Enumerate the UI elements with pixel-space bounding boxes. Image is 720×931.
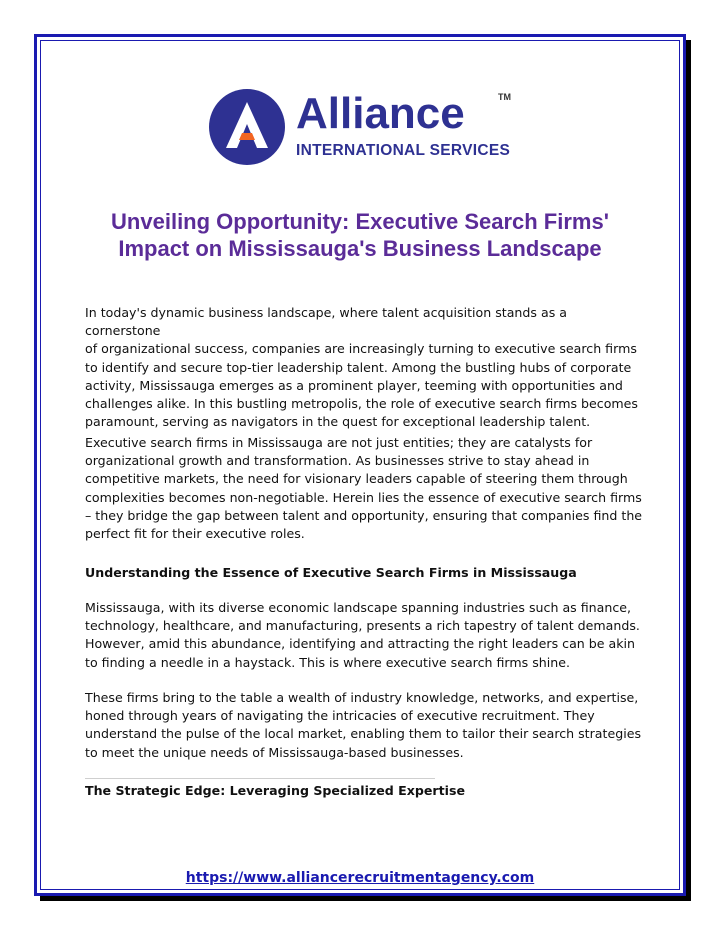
paragraph-intro [85,304,645,431]
section-heading-strategic-edge: The Strategic Edge: Leveraging Specialized Expertise [85,783,466,798]
text-line: paramount, serving as navigators in the quest for exceptional leadership talent. [85,414,591,430]
text-line: understand the pulse of the local market, enabling them to tailor their search strategies [85,726,642,742]
text-line: perfect fit for their executive roles. [85,526,305,542]
page-border-shadow-bottom [40,896,691,901]
page-border-shadow-right [686,40,691,900]
text-line: honed through years of navigating the intricacies of executive recruitment. They [85,708,595,724]
logo-mark-icon [206,86,290,168]
paragraph-landscape [85,599,640,672]
section-divider [85,778,435,779]
text-line: organizational growth and transformation. As businesses strive to stay ahead in [85,453,590,469]
text-line: Mississauga, with its diverse economic landscape spanning industries such as finance, [85,600,632,615]
title-line-2: Impact on Mississauga's Business Landscape [118,236,602,261]
paragraph-catalysts [85,434,642,543]
company-logo [206,86,514,168]
text-line: to meet the unique needs of Mississauga-based businesses. [85,744,464,760]
text-line: complexities becomes non-negotiable. Herein lies the essence of executive search firms [85,489,642,505]
logo-trademark: TM [498,92,511,102]
text-line: – they bridge the gap between talent and opportunity, ensuring that companies find the [85,507,643,523]
paragraph-expertise [85,689,641,762]
text-line: to identify and secure top-tier leadership talent. Among the bustling hubs of corporate [85,359,632,375]
text-line: These firms bring to the table a wealth of industry knowledge, networks, and expertise, [85,690,639,705]
text-line: In today's dynamic business landscape, where talent acquisition stands as a cornerstone [85,305,567,339]
text-line: However, amid this abundance, identifying and attracting the right leaders can be akin [85,636,636,652]
text-line: to finding a needle in a haystack. This is where executive search firms shine. [85,654,570,670]
page-title [70,208,650,262]
title-line-1: Unveiling Opportunity: Executive Search Firms' [111,209,609,234]
logo-brand-word: Alliance [296,89,465,138]
section-heading-essence: Understanding the Essence of Executive Search Firms in Mississauga [85,565,577,580]
footer-website-link[interactable]: https://www.alliancerecruitmentagency.com [185,870,535,886]
text-line: challenges alike. In this bustling metropolis, the role of executive search firms becomes [85,396,638,412]
logo-tagline: INTERNATIONAL SERVICES [296,142,511,159]
text-line: Executive search firms in Mississauga are not just entities; they are catalysts for [85,435,593,450]
text-line: activity, Mississauga emerges as a prominent player, teeming with opportunities and [85,377,623,393]
text-line: of organizational success, companies are increasingly turning to executive search firms [85,341,637,357]
text-line: technology, healthcare, and manufacturing, presents a rich tapestry of talent demands. [85,618,640,634]
text-line: competitive markets, the need for visionary leaders capable of steering them through [85,471,628,487]
